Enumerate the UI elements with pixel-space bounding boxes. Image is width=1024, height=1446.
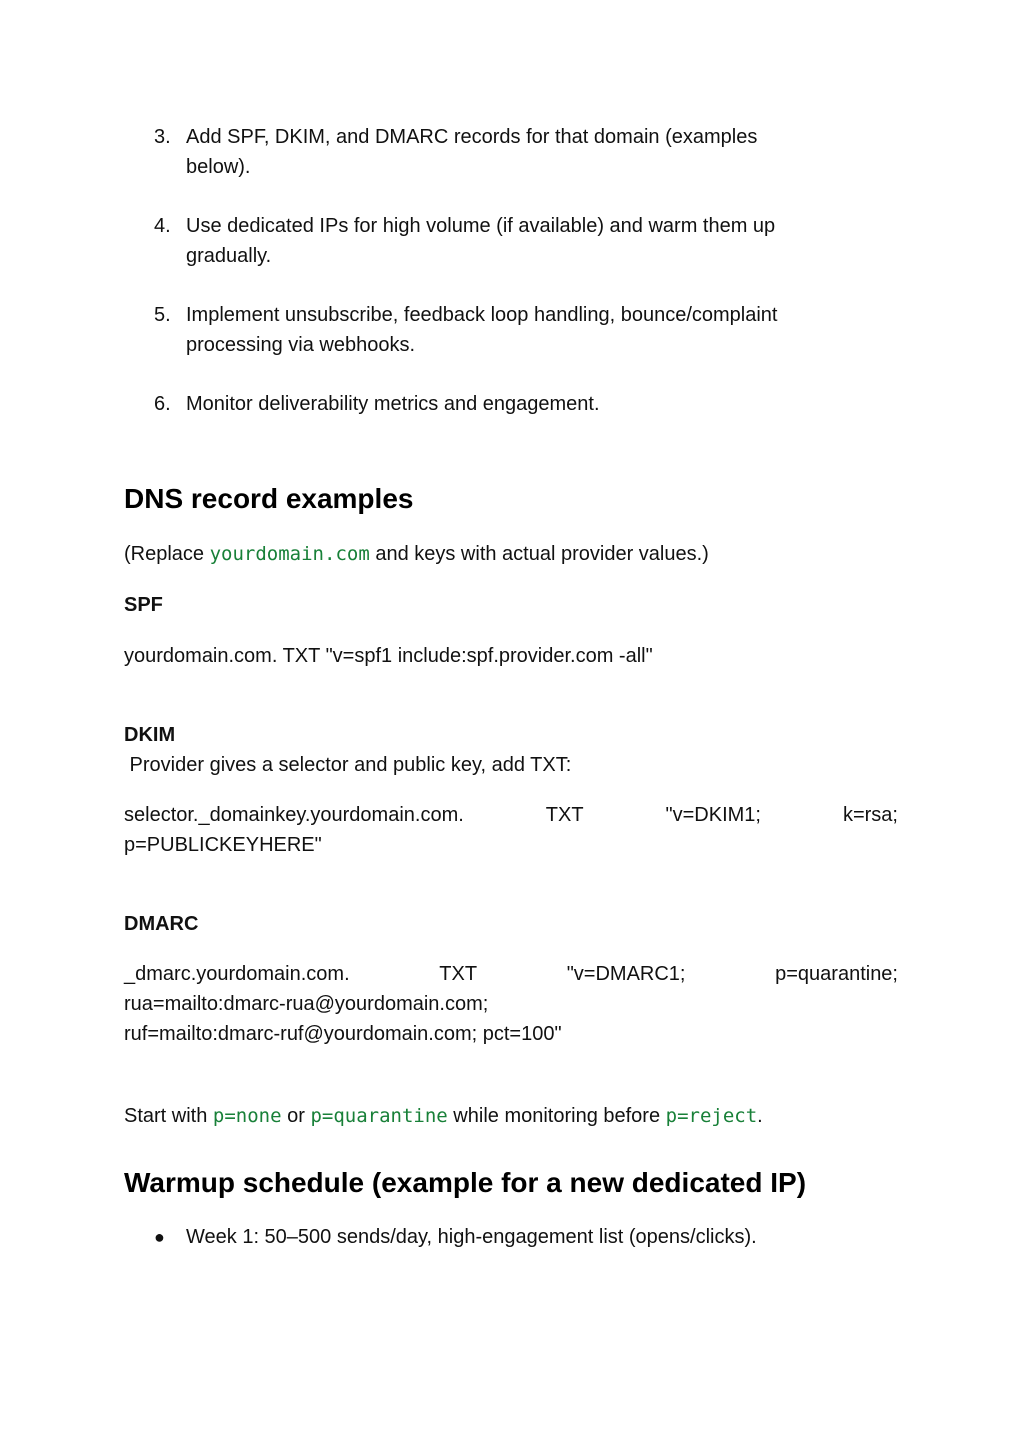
inline-code-domain: yourdomain.com — [209, 543, 370, 565]
list-number: 3. — [154, 126, 171, 148]
dkim-pubkey: p=PUBLICKEYHERE" — [124, 834, 322, 856]
start-text-3: while monitoring before — [447, 1105, 666, 1127]
dns-note — [124, 539, 898, 569]
list-text: Week 1: 50–500 sends/day, high-engagement list (opens/clicks). — [186, 1226, 757, 1248]
list-item — [124, 300, 898, 360]
dmarc-ruf: ruf=mailto:dmarc-ruf@yourdomain.com; pct=100" — [124, 1023, 562, 1045]
dkim-description: Provider gives a selector and public key, add TXT: — [124, 754, 572, 776]
bullet-icon: ● — [154, 1227, 165, 1247]
list-item — [124, 211, 898, 271]
dmarc-policy: p=quarantine; — [775, 963, 898, 985]
start-text-1: Start with — [124, 1105, 213, 1127]
dmarc-type: TXT — [439, 963, 478, 985]
inline-code-reject: p=reject — [665, 1105, 758, 1127]
list-item — [124, 389, 898, 419]
list-text-cont: below). — [186, 156, 251, 178]
list-item — [124, 1222, 898, 1252]
dkim-label: DKIM — [124, 724, 176, 746]
steps-list — [124, 122, 898, 419]
spf-label: SPF — [124, 594, 163, 616]
list-text: Monitor deliverability metrics and engagement. — [186, 393, 600, 415]
start-note — [124, 1101, 898, 1131]
list-number: 5. — [154, 304, 171, 326]
list-item — [124, 122, 898, 182]
dkim-host: selector._domainkey.yourdomain.com. — [124, 804, 464, 826]
dmarc-record — [124, 959, 898, 1049]
dkim-record — [124, 800, 898, 860]
dkim-record-line — [124, 800, 898, 830]
dmarc-rua: rua=mailto:dmarc-rua@yourdomain.com; — [124, 993, 489, 1015]
start-text-2: or — [281, 1105, 311, 1127]
list-number: 4. — [154, 215, 171, 237]
dkim-type: TXT — [545, 804, 584, 826]
dmarc-version: "v=DMARC1; — [566, 963, 686, 985]
warmup-list — [124, 1222, 898, 1252]
inline-code-none: p=none — [212, 1105, 282, 1127]
list-text-cont: gradually. — [186, 245, 272, 267]
list-number: 6. — [154, 393, 171, 415]
dns-heading: DNS record examples — [124, 483, 414, 514]
note-prefix: (Replace — [124, 543, 210, 565]
list-text: Use dedicated IPs for high volume (if available) and warm them up — [186, 215, 776, 237]
list-text-cont: processing via webhooks. — [186, 334, 416, 356]
dkim-version: "v=DKIM1; — [665, 804, 761, 826]
inline-code-quarantine: p=quarantine — [310, 1105, 448, 1127]
warmup-heading: Warmup schedule (example for a new dedicated IP) — [124, 1167, 807, 1198]
list-text: Add SPF, DKIM, and DMARC records for that domain (examples — [186, 126, 758, 148]
note-suffix: and keys with actual provider values.) — [369, 543, 709, 565]
dkim-keytype: k=rsa; — [842, 804, 898, 826]
start-text-4: . — [757, 1105, 763, 1127]
spf-record: yourdomain.com. TXT "v=spf1 include:spf.provider.com -all" — [124, 645, 653, 667]
dmarc-record-line — [124, 959, 898, 989]
dmarc-host: _dmarc.yourdomain.com. — [124, 963, 350, 985]
list-text: Implement unsubscribe, feedback loop handling, bounce/complaint — [186, 304, 778, 326]
dmarc-label: DMARC — [124, 913, 199, 935]
